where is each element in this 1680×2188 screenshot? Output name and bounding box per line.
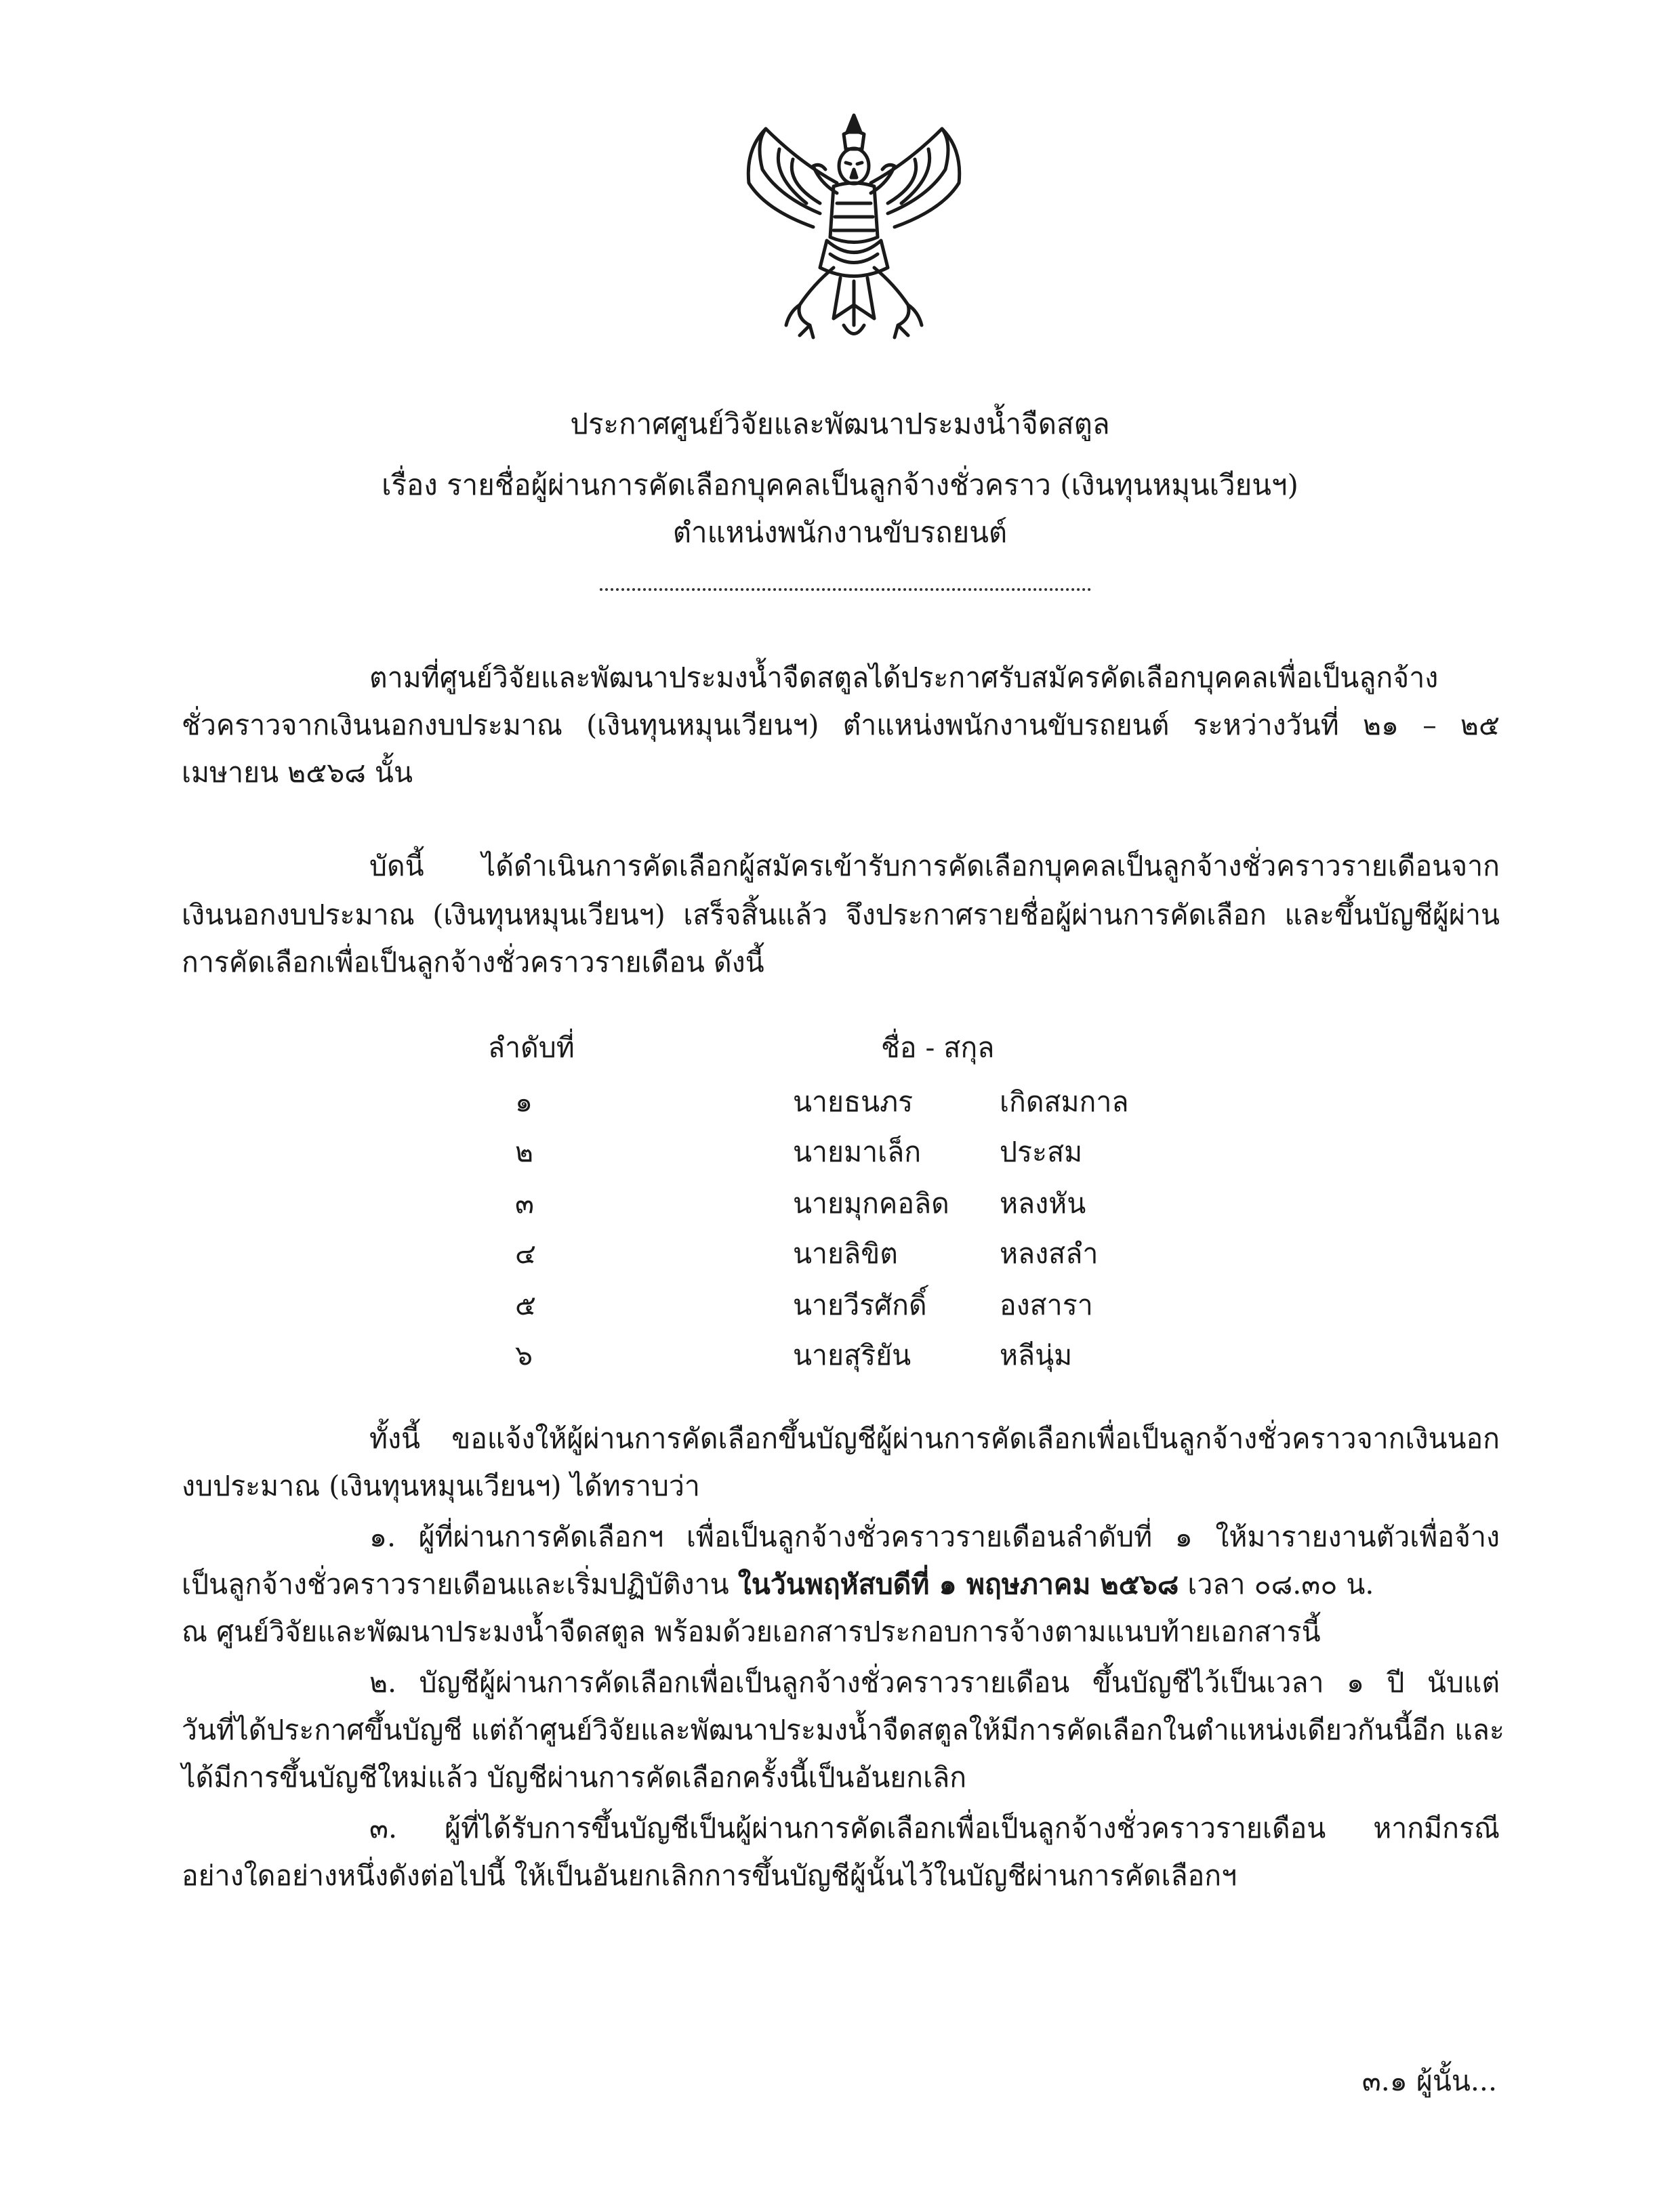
- table-row-lastname: เกิดสมกาล: [1000, 1086, 1129, 1118]
- table-row-lastname: หลีนุ่ม: [1000, 1339, 1073, 1371]
- para2-line2: เงินนอกงบประมาณ (เงินทุนหมุนเวียนฯ) เสร็จสิ้นแล้ว จึงประกาศรายชื่อผู้ผ่านการคัดเลือก และขึ้นบัญชีผู้ผ่าน: [182, 899, 1500, 931]
- garuda-emblem-icon: [718, 102, 989, 359]
- table-row-no: ๓: [515, 1187, 535, 1220]
- table-row-no: ๑: [515, 1086, 533, 1118]
- item3-line1: ๓. ผู้ที่ได้รับการขึ้นบัญชีเป็นผู้ผ่านการคัดเลือกเพื่อเป็นลูกจ้างชั่วคราวรายเดือน หากมีกรณี: [369, 1812, 1500, 1844]
- announcement-subject: เรื่อง รายชื่อผู้ผ่านการคัดเลือกบุคคลเป็นลูกจ้างชั่วคราว (เงินทุนหมุนเวียนฯ): [382, 468, 1298, 501]
- item1-line3: ณ ศูนย์วิจัยและพัฒนาประมงน้ำจืดสตูล พร้อมด้วยเอกสารประกอบการจ้างตามแนบท้ายเอกสารนี้: [182, 1615, 1321, 1648]
- table-header-order: ลำดับที่: [488, 1031, 575, 1064]
- item2-line3: ได้มีการขึ้นบัญชีใหม่แล้ว บัญชีผ่านการคัดเลือกครั้งนี้เป็นอันยกเลิก: [182, 1761, 967, 1794]
- para2-line3: การคัดเลือกเพื่อเป็นลูกจ้างชั่วคราวรายเดือน ดังนี้: [182, 946, 764, 978]
- para1-line2: ชั่วคราวจากเงินนอกงบประมาณ (เงินทุนหมุนเวียนฯ) ตำแหน่งพนักงานขับรถยนต์ ระหว่างวันที่ ๒๑ – ๒๕: [182, 709, 1500, 741]
- table-row-no: ๖: [515, 1339, 533, 1371]
- item1-line2: [182, 1565, 1500, 1603]
- table-row-lastname: องสารา: [1000, 1289, 1093, 1321]
- header-divider: [600, 588, 1091, 591]
- table-row-no: ๔: [515, 1237, 537, 1270]
- table-row-lastname: ประสม: [1000, 1136, 1083, 1168]
- item1-start-date: ในวันพฤหัสบดีที่ ๑ พฤษภาคม ๒๕๖๘: [737, 1568, 1179, 1601]
- table-row-no: ๕: [515, 1289, 537, 1321]
- item2-line1: ๒. บัญชีผู้ผ่านการคัดเลือกเพื่อเป็นลูกจ้างชั่วคราวรายเดือน ขึ้นบัญชีไว้เป็นเวลา ๑ ปี นับแต่: [369, 1666, 1500, 1699]
- next-page-continuation: ๓.๑ ผู้นั้น...: [1361, 2065, 1497, 2097]
- item1-line2-text: เป็นลูกจ้างชั่วคราวรายเดือนและเริ่มปฏิบัติงาน: [182, 1568, 738, 1601]
- item2-line2: วันที่ได้ประกาศขึ้นบัญชี แต่ถ้าศูนย์วิจัยและพัฒนาประมงน้ำจืดสตูลให้มีการคัดเลือกในตำแหน่งเดียวกันนี้อีก และ: [182, 1714, 1504, 1746]
- para3-line2: งบประมาณ (เงินทุนหมุนเวียนฯ) ได้ทราบว่า: [182, 1470, 700, 1502]
- item3-line2: อย่างใดอย่างหนึ่งดังต่อไปนี้ ให้เป็นอันยกเลิกการขึ้นบัญชีผู้นั้นไว้ในบัญชีผ่านการคัดเลือกฯ: [182, 1859, 1237, 1892]
- table-row-firstname: นายมุกคอลิด: [793, 1187, 949, 1220]
- para2-line1: บัดนี้ ได้ดำเนินการคัดเลือกผู้สมัครเข้ารับการคัดเลือกบุคคลเป็นลูกจ้างชั่วคราวรายเดือนจาก: [369, 850, 1500, 882]
- announcement-title: ประกาศศูนย์วิจัยและพัฒนาประมงน้ำจืดสตูล: [570, 407, 1110, 440]
- para1-line3: เมษายน ๒๕๖๘ นั้น: [182, 756, 413, 789]
- table-row-firstname: นายวีรศักดิ์: [793, 1289, 927, 1321]
- table-row-firstname: นายธนภร: [793, 1086, 914, 1118]
- table-header-name: ชื่อ - สกุล: [881, 1031, 995, 1064]
- announcement-position: ตำแหน่งพนักงานขับรถยนต์: [672, 516, 1008, 549]
- para1-line1: ตามที่ศูนย์วิจัยและพัฒนาประมงน้ำจืดสตูลได้ประกาศรับสมัครคัดเลือกบุคคลเพื่อเป็นลูกจ้าง: [369, 661, 1439, 694]
- table-row-no: ๒: [515, 1136, 534, 1168]
- para3-line1: ทั้งนี้ ขอแจ้งให้ผู้ผ่านการคัดเลือกขึ้นบัญชีผู้ผ่านการคัดเลือกเพื่อเป็นลูกจ้างชั่วคราวจากเงินนอก: [369, 1422, 1500, 1455]
- table-row-lastname: หลงสลำ: [1000, 1237, 1099, 1270]
- table-row-lastname: หลงหัน: [1000, 1187, 1086, 1220]
- table-row-firstname: นายสุริยัน: [793, 1339, 911, 1371]
- table-row-firstname: นายลิขิต: [793, 1237, 898, 1270]
- item1-start-time: เวลา ๐๘.๓๐ น.: [1179, 1568, 1374, 1601]
- item1-line1: ๑. ผู้ที่ผ่านการคัดเลือกฯ เพื่อเป็นลูกจ้างชั่วคราวรายเดือนลำดับที่ ๑ ให้มารายงานตัวเพื่อจ้าง: [369, 1521, 1500, 1553]
- table-row-firstname: นายมาเล็ก: [793, 1136, 922, 1168]
